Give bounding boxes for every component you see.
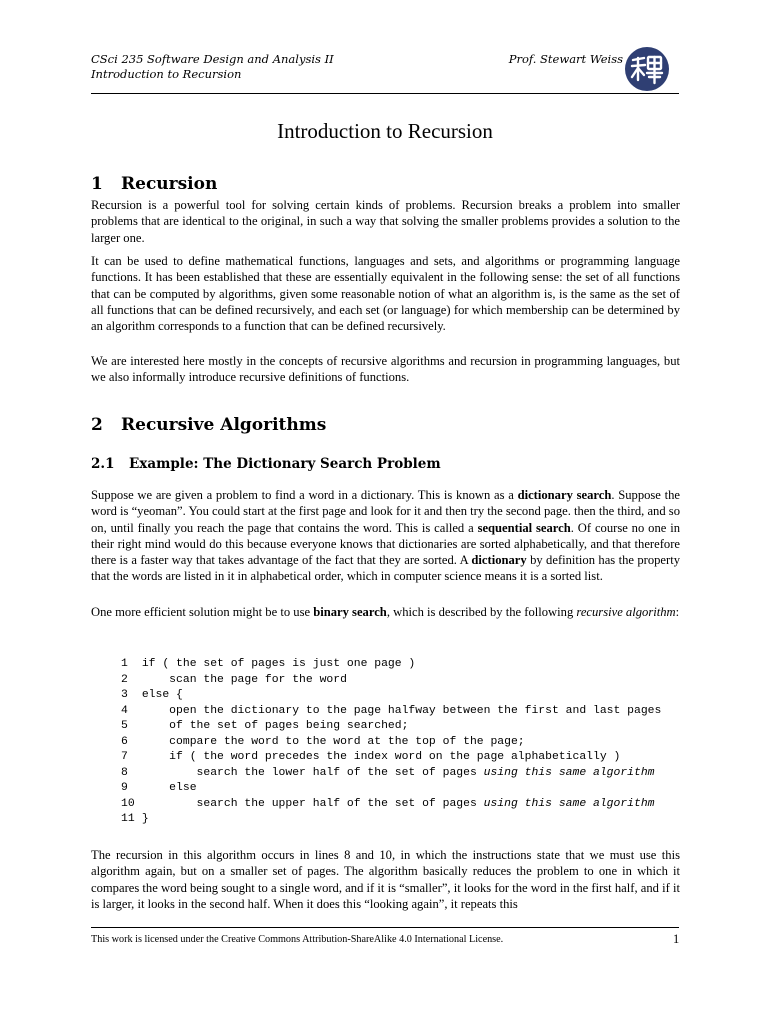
- code-text: if ( the set of pages is just one page ): [141, 658, 416, 670]
- code-text: else: [141, 782, 197, 794]
- document-title: Introduction to Recursion: [277, 119, 493, 143]
- text-run: . Of course no one in their right mind would do this because everyone knows that dictionaries are sorted alphabetically, and that therefore there is a faster way that takes advantage of the fact that they are sorted. A: [91, 520, 680, 568]
- paragraph: We are interested here mostly in the concepts of recursive algorithms and recursion in programming languages, but we also informally introduce recursive definitions of functions.: [91, 354, 680, 385]
- line-number: 8: [121, 766, 128, 779]
- code-line: [121, 704, 661, 720]
- code-line: [121, 719, 661, 735]
- term-sequential-search: sequential search: [477, 520, 571, 535]
- paragraph: [91, 604, 680, 620]
- section-1-heading: [91, 174, 217, 194]
- paragraph: Recursion is a powerful tool for solving certain kinds of problems. Recursion breaks a problem into smaller problems that are identical to the original, in such a way that solving the smaller problems provides a solution to the larger one.: [91, 198, 680, 245]
- line-number: 6: [121, 735, 128, 748]
- page-header: [91, 52, 679, 92]
- text-run: One more efficient solution might be to use: [91, 605, 314, 619]
- text-run: , which is described by the following: [386, 605, 577, 619]
- text-run: by definition has the property that the words are listed in it in alphabetical order, which in computer science means it is a sorted list.: [91, 553, 681, 584]
- code-text: else {: [141, 689, 183, 701]
- code-line: [121, 766, 661, 782]
- text-run: :: [675, 605, 680, 619]
- chinese-character-seal-logo: [624, 46, 670, 92]
- line-number: 2: [121, 673, 128, 686]
- code-listing: [121, 657, 661, 828]
- code-text: search the lower half of the set of pages: [141, 766, 484, 779]
- code-line: [121, 657, 661, 673]
- code-emphasis: using this same algorithm: [483, 797, 655, 810]
- header-divider: [91, 93, 679, 94]
- code-text: }: [141, 813, 149, 825]
- term-recursive-algorithm: recursive algorithm: [576, 605, 676, 619]
- section-title: Recursive Algorithms: [121, 415, 327, 435]
- section-number: 2: [91, 415, 103, 435]
- paragraph: The recursion in this algorithm occurs in lines 8 and 10, in which the instructions state that we must use this algorithm again, but on a smaller set of pages. The algorithm basically reduces the problem to one in which it compares the word being sought to a single word, and if it is “smaller”, it looks for the word in the first half, and if it is larger, it looks in the second half. When it does this “looking again”, it repeats this: [91, 848, 680, 911]
- code-line: [121, 797, 661, 813]
- code-text: search the upper half of the set of pages: [141, 797, 484, 810]
- line-number: 7: [121, 751, 128, 763]
- subsection-2-1-heading: [91, 456, 441, 472]
- text-run: Suppose we are given a problem to find a word in a dictionary. This is known as a: [91, 488, 518, 502]
- subsection-number: 2.1: [91, 456, 115, 472]
- line-number: 3: [121, 689, 128, 701]
- line-number: 4: [121, 704, 128, 717]
- code-text: if ( the word precedes the index word on the page alphabetically ): [141, 751, 621, 763]
- author-name: Prof. Stewart Weiss: [508, 52, 623, 66]
- code-text: compare the word to the word at the top of the page;: [141, 735, 525, 748]
- code-line: [121, 781, 661, 797]
- license-text: This work is licensed under the Creative Commons Attribution-ShareAlike 4.0 International License.: [91, 934, 504, 945]
- section-2-heading: [91, 415, 326, 435]
- line-number: 11: [121, 813, 135, 825]
- line-number: 5: [121, 720, 128, 732]
- code-emphasis: using this same algorithm: [483, 766, 655, 779]
- term-dictionary-search: dictionary search: [517, 488, 612, 502]
- code-text: of the set of pages being searched;: [141, 720, 409, 732]
- footer-divider: [91, 927, 679, 928]
- course-name: CSci 235 Software Design and Analysis II: [91, 52, 334, 66]
- line-number: 10: [121, 797, 135, 810]
- code-text: scan the page for the word: [141, 673, 347, 686]
- section-title: Recursion: [121, 174, 218, 194]
- term-binary-search: binary search: [313, 605, 387, 619]
- section-number: 1: [91, 174, 103, 194]
- text-run: . Suppose the word is “yeoman”. You could start at the first page and look for it and then try the second page. then the third, and so on, until finally you reach the page that contains the word. This is called a: [91, 488, 681, 535]
- paragraph: [91, 487, 680, 585]
- subsection-title: Example: The Dictionary Search Problem: [129, 456, 441, 472]
- page-number: 1: [673, 932, 680, 946]
- code-line: [121, 750, 661, 766]
- term-dictionary: dictionary: [471, 553, 527, 568]
- line-number: 9: [121, 782, 128, 794]
- header-left: [91, 52, 334, 82]
- paragraph: It can be used to define mathematical functions, languages and sets, and algorithms or programming language functions. It has been established that these are essentially equivalent in the following sense: the set of all functions that can be computed by algorithms, given some reasonable notion of what an algorithm is, is the same as the set of all functions that can be defined recursively, and each set (or language) for which membership can be determined by an algorithm corresponds to a function that can be defined recursively.: [91, 254, 680, 334]
- line-number: 1: [121, 658, 128, 670]
- code-text: open the dictionary to the page halfway between the first and last pages: [141, 704, 662, 717]
- code-line: [121, 673, 661, 689]
- code-line: [121, 688, 661, 704]
- code-line: [121, 735, 661, 751]
- topic-name: Introduction to Recursion: [91, 67, 242, 81]
- code-line: [121, 812, 661, 828]
